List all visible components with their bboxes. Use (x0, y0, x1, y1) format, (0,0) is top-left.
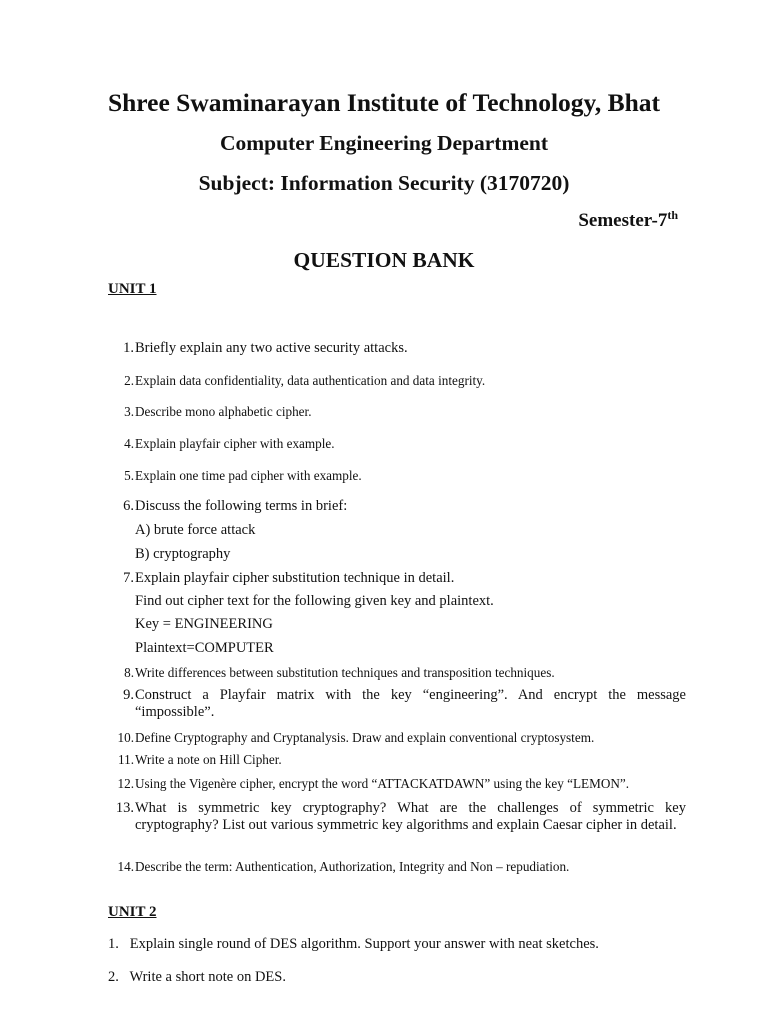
question-u1-12: 12. Using the Vigenère cipher, encrypt the word “ATTACKATDAWN” using the key “LEMON”. (117, 776, 630, 791)
semester-label: Semester-7th (578, 208, 678, 231)
q7-line-3: Plaintext=COMPUTER (135, 640, 274, 656)
q7-line-2: Key = ENGINEERING (135, 616, 273, 632)
q6-item-a: A) brute force attack (135, 522, 256, 538)
question-u1-6: 6. Discuss the following terms in brief: (123, 498, 348, 514)
semester-suffix: th (667, 208, 678, 222)
question-u1-1: 1. Briefly explain any two active security attacks. (123, 340, 408, 356)
question-u1-2: 2. Explain data confidentiality, data authentication and data integrity. (124, 373, 486, 388)
subject-title: Subject: Information Security (3170720) (198, 171, 570, 195)
question-u1-8: 8. Write differences between substitution techniques and transposition techniques. (124, 665, 555, 680)
department-name: Computer Engineering Department (219, 131, 549, 155)
unit-1-heading: UNIT 1 (108, 281, 157, 297)
question-u1-13: 13. What is symmetric key cryptography? What are the challenges of symmetric key cryptography? List out various symmetric key algorithms and explain Caesar cipher in detail. (115, 800, 686, 833)
question-u1-14: 14. Describe the term: Authentication, Authorization, Integrity and Non – repudiation. (117, 859, 570, 874)
question-u1-11: 11. Write a note on Hill Cipher. (118, 752, 282, 767)
institute-name: Shree Swaminarayan Institute of Technology, Bhat (107, 88, 661, 117)
question-u1-5: 5. Explain one time pad cipher with example. (124, 468, 362, 483)
unit-2-heading: UNIT 2 (108, 904, 157, 920)
question-u1-9: 9. Construct a Playfair matrix with the key “engineering”. And encrypt the message “impossible”. (123, 687, 686, 720)
question-u1-10: 10. Define Cryptography and Cryptanalysis. Draw and explain conventional cryptosystem. (117, 730, 595, 745)
page-title: QUESTION BANK (293, 248, 475, 272)
question-u1-4: 4. Explain playfair cipher with example. (124, 436, 335, 451)
q6-item-b: B) cryptography (135, 546, 231, 562)
question-u2-2: 2. Write a short note on DES. (108, 969, 286, 985)
q7-line-1: Find out cipher text for the following given key and plaintext. (135, 593, 494, 609)
question-u2-1: 1. Explain single round of DES algorithm. Support your answer with neat sketches. (108, 936, 599, 952)
question-u1-3: 3. Describe mono alphabetic cipher. (124, 404, 312, 419)
question-u1-7: 7. Explain playfair cipher substitution technique in detail. (123, 570, 455, 586)
